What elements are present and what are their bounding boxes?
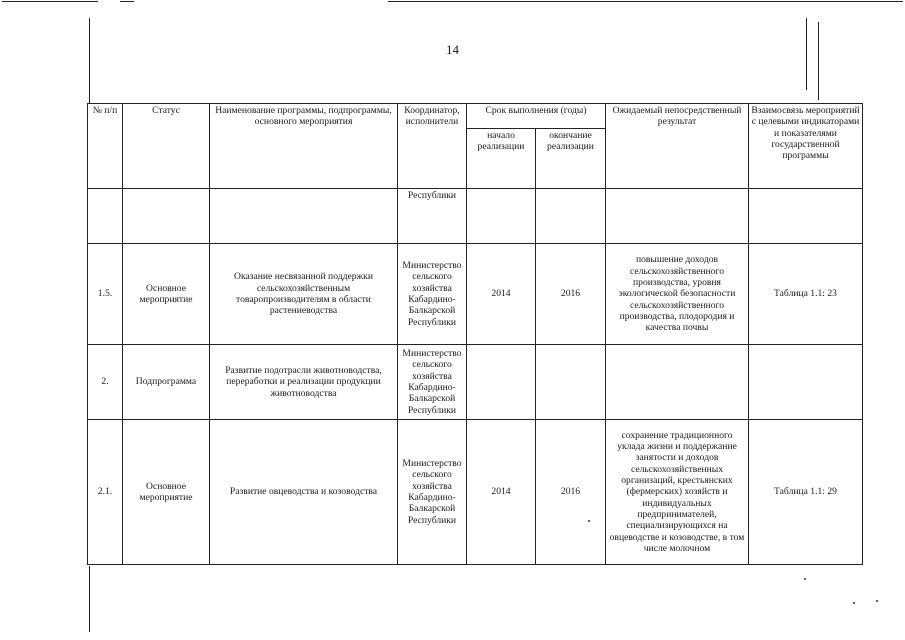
cell-result: повышение доходов сельскохозяйственного производства, уровня экологической безопасности сельскохозяйственного производства, плодородия и качества почвы <box>606 244 749 345</box>
scan-line-top-right <box>388 1 903 2</box>
right-margin-mark-2 <box>818 22 819 100</box>
cell-coordinator: Республики <box>398 189 467 244</box>
cell-num <box>88 189 123 244</box>
cell-end: 2016 <box>536 420 606 565</box>
scan-line-top-left <box>2 1 98 2</box>
left-margin-line-bottom <box>89 566 90 632</box>
cell-result <box>606 345 749 420</box>
cell-end <box>536 189 606 244</box>
cell-start: 2014 <box>467 420 536 565</box>
cell-link: Таблица 1.1: 29 <box>749 420 863 565</box>
header-num: № п/п <box>88 104 123 189</box>
table-row <box>88 189 863 244</box>
scan-speck <box>853 602 855 604</box>
cell-start <box>467 189 536 244</box>
cell-coordinator: Министерство сельского хозяйства Кабардино-Балкарской Республики <box>398 244 467 345</box>
header-link: Взаимосвязь мероприятий с целевыми индикаторами и показателями государственной программы <box>749 104 863 189</box>
cell-link <box>749 345 863 420</box>
header-status: Статус <box>123 104 210 189</box>
header-name: Наименование программы, подпрограммы, основного мероприятия <box>210 104 398 189</box>
cell-result: сохранение традиционного уклада жизни и поддержание занятости и доходов сельскохозяйственных организаций, крестьянских (фермерских) хозяйств и индивидуальных предпринимателей, специализирующихся на овцеводстве и козоводстве, в том числе молочном <box>606 420 749 565</box>
right-margin-mark <box>806 18 807 90</box>
program-table <box>87 103 863 565</box>
cell-name: Оказание несвязанной поддержки сельскохозяйственным товаропроизводителям в области растениеводства <box>210 244 398 345</box>
header-start: начало реализации <box>467 129 536 189</box>
header-row <box>88 104 863 129</box>
header-end: окончание реализации <box>536 129 606 189</box>
scan-speck <box>876 600 878 602</box>
cell-num: 2.1. <box>88 420 123 565</box>
cell-name <box>210 189 398 244</box>
header-term: Срок выполнения (годы) <box>467 104 606 129</box>
cell-status: Основное мероприятие <box>123 420 210 565</box>
cell-name: Развитие овцеводства и козоводства <box>210 420 398 565</box>
scan-speck <box>804 578 806 580</box>
table-row <box>88 420 863 565</box>
cell-name: Развитие подотрасли животноводства, переработки и реализации продукции животноводства <box>210 345 398 420</box>
cell-status: Основное мероприятие <box>123 244 210 345</box>
page-number: 14 <box>446 42 459 57</box>
table-row <box>88 244 863 345</box>
cell-coordinator: Министерство сельского хозяйства Кабардино-Балкарской Республики <box>398 420 467 565</box>
cell-num: 2. <box>88 345 123 420</box>
cell-link <box>749 189 863 244</box>
table-row <box>88 345 863 420</box>
cell-start: 2014 <box>467 244 536 345</box>
cell-start <box>467 345 536 420</box>
left-margin-line <box>89 18 90 104</box>
header-coordinator: Координатор, исполнители <box>398 104 467 189</box>
cell-status <box>123 189 210 244</box>
cell-coordinator: Министерство сельского хозяйства Кабардино-Балкарской Республики <box>398 345 467 420</box>
scan-line-top-mid <box>120 1 134 2</box>
cell-result <box>606 189 749 244</box>
cell-end <box>536 345 606 420</box>
cell-status: Подпрограмма <box>123 345 210 420</box>
cell-link: Таблица 1.1: 23 <box>749 244 863 345</box>
cell-end: 2016 <box>536 244 606 345</box>
header-result: Ожидаемый непосредственный результат <box>606 104 749 189</box>
cell-num: 1.5. <box>88 244 123 345</box>
